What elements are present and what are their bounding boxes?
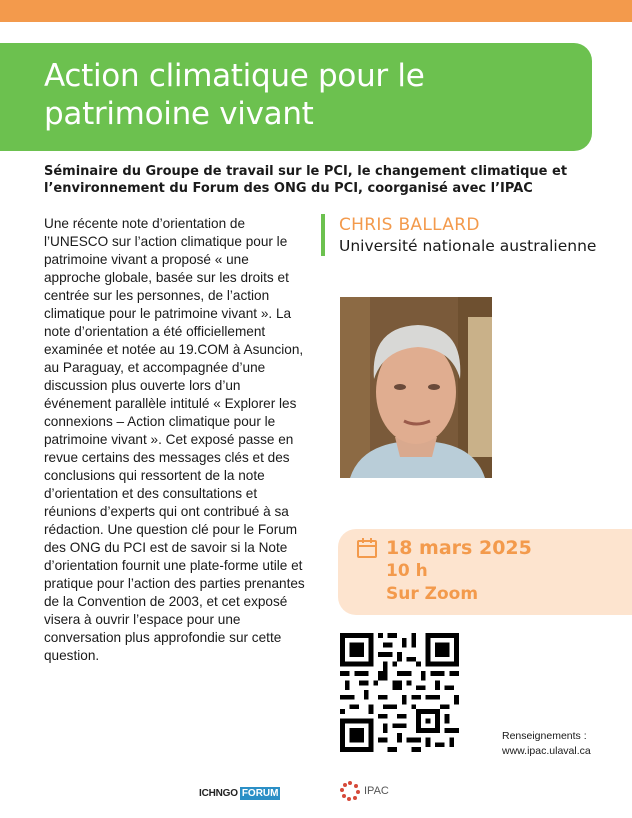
ipac-logo	[339, 777, 389, 805]
top-accent-bar	[0, 0, 632, 22]
calendar-icon	[356, 537, 378, 559]
ipac-emblem-icon	[339, 780, 361, 802]
speaker-affiliation: Université nationale australienne	[339, 237, 597, 255]
speaker-block	[321, 214, 611, 256]
event-info-box	[338, 529, 632, 615]
seminar-subtitle: Séminaire du Groupe de travail sur le PCI, le changement climatique et l’environnement du Forum des ONG du PCI, coorganisé avec l’IPAC	[44, 164, 568, 196]
event-date: 18 mars 2025	[386, 537, 532, 559]
ichngo-logo-text: ICHNGO	[199, 787, 238, 799]
event-time: 10 h	[386, 561, 428, 581]
event-location: Sur Zoom	[386, 584, 479, 604]
contact-url[interactable]: www.ipac.ulaval.ca	[502, 745, 591, 757]
ipac-logo-text: IPAC	[364, 785, 389, 797]
title-banner	[0, 43, 592, 151]
contact-label: Renseignements :	[502, 730, 587, 742]
speaker-name: CHRIS BALLARD	[339, 215, 480, 235]
ichngo-forum-logo	[199, 782, 280, 804]
contact-info	[502, 729, 622, 759]
qr-code[interactable]	[340, 633, 459, 752]
page-title: Action climatique pour le patrimoine vivant	[44, 58, 425, 132]
description-text: Une récente note d’orientation de l’UNESCO sur l’action climatique pour le patrimoine vivant a proposé « une approche globale, basée sur les droits et centrée sur les personnes, de l’action climatique pour le patrimoine vivant ». La note d’orientation a été officiellement examinée et notée au 19.COM à Asuncion, au Paraguay, et accompagnée d’une discussion plus ouverte lors d’un événement parallèle intitulé « Explorer les connexions – Action climatique pour le patrimoine vivant ». Cet exposé passe en revue certains des messages clés et des conclusions qui ressortent de la note d’orientation et des consultations et réunions d’experts qui ont contribué à sa rédaction. Une question clé pour le Forum des ONG du PCI est de savoir si la Note d’orientation fournit une plate-forme utile et pratique pour l’action des parties prenantes de la Convention de 2003, et cet exposé visera à ouvrir l’espace pour une conversation plus approfondie sur cette question.	[44, 216, 305, 663]
forum-logo-text: FORUM	[241, 787, 279, 799]
speaker-photo	[340, 297, 492, 478]
